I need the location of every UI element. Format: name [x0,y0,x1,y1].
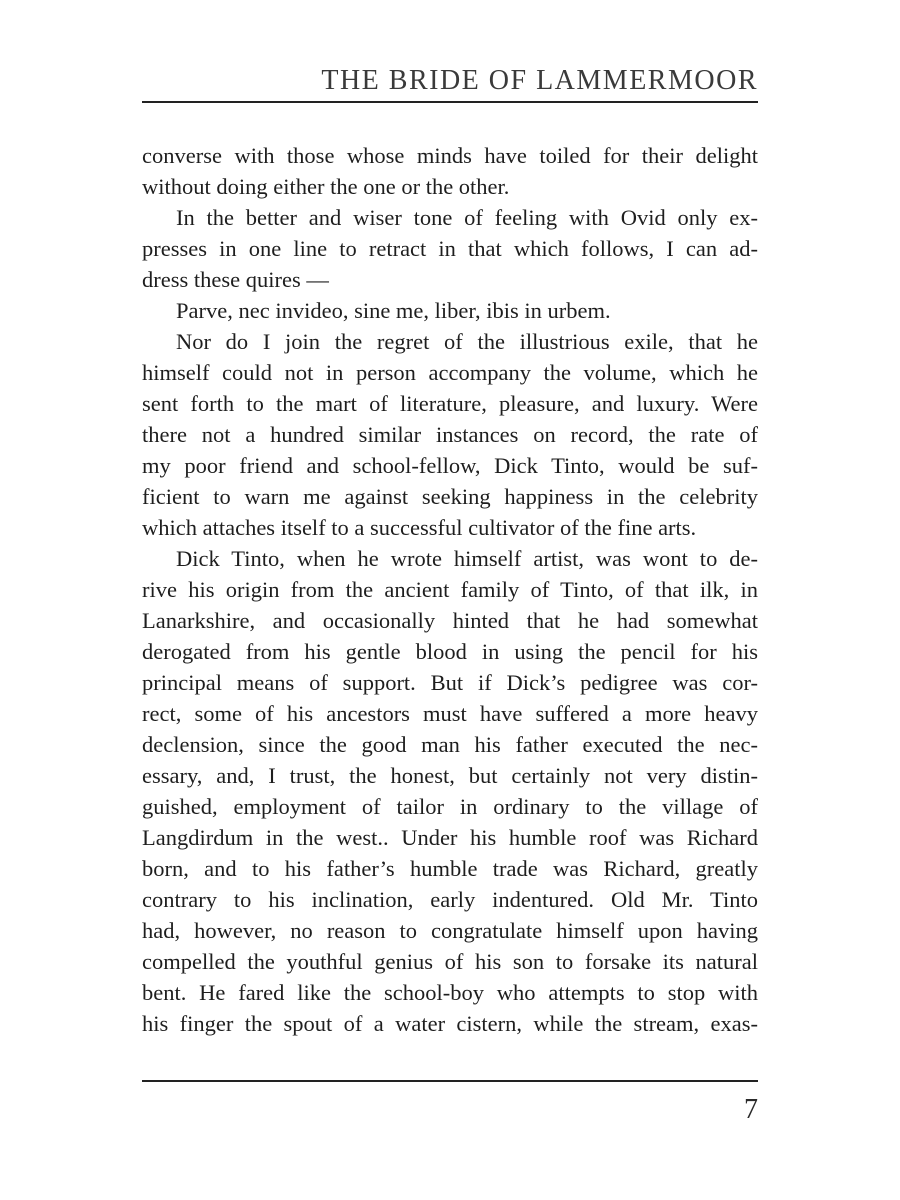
footer-rule [142,1080,758,1082]
text-line: ficient to warn me against seeking happiness in the celebrity [142,484,758,509]
text-line: Dick Tinto, when he wrote himself artist, was wont to de- [176,546,758,571]
body-text [142,140,758,1039]
text-line: Lanarkshire, and occasionally hinted that he had somewhat [142,608,758,633]
text-line: compelled the youthful genius of his son to forsake its natural [142,949,758,974]
text-line: without doing either the one or the other. [142,174,510,199]
text-line: essary, and, I trust, the honest, but certainly not very distin- [142,763,758,788]
text-line: born, and to his father’s humble trade was Richard, greatly [142,856,758,881]
text-line: had, however, no reason to congratulate himself upon having [142,918,758,943]
text-line: contrary to his inclination, early indentured. Old Mr. Tinto [142,887,758,912]
text-line: converse with those whose minds have toiled for their delight [142,143,758,168]
text-line: his finger the spout of a water cistern, while the stream, exas- [142,1011,758,1036]
text-line: my poor friend and school-fellow, Dick Tinto, would be suf- [142,453,758,478]
text-line: Nor do I join the regret of the illustrious exile, that he [176,329,758,354]
text-line: rive his origin from the ancient family of Tinto, of that ilk, in [142,577,758,602]
text-line: which attaches itself to a successful cultivator of the fine arts. [142,515,697,540]
text-line: In the better and wiser tone of feeling with Ovid only ex- [176,205,758,230]
text-line: Langdirdum in the west.. Under his humble roof was Richard [142,825,758,850]
header-rule [142,101,758,103]
text-line: sent forth to the mart of literature, pleasure, and luxury. Were [142,391,758,416]
text-line: rect, some of his ancestors must have suffered a more heavy [142,701,758,726]
text-line: Parve, nec invideo, sine me, liber, ibis in urbem. [176,298,611,323]
text-line: himself could not in person accompany the volume, which he [142,360,758,385]
running-head-title: THE BRIDE OF LAMMERMOOR [321,65,758,96]
text-line: guished, employment of tailor in ordinary to the village of [142,794,758,819]
text-line: dress these quires — [142,267,329,292]
text-line: principal means of support. But if Dick’s pedigree was cor- [142,670,758,695]
text-line: presses in one line to retract in that which follows, I can ad- [142,236,758,261]
text-line: there not a hundred similar instances on record, the rate of [142,422,758,447]
text-line: derogated from his gentle blood in using the pencil for his [142,639,758,664]
page-number: 7 [744,1094,758,1125]
text-line: declension, since the good man his father executed the nec- [142,732,758,757]
text-line: bent. He fared like the school-boy who attempts to stop with [142,980,758,1005]
